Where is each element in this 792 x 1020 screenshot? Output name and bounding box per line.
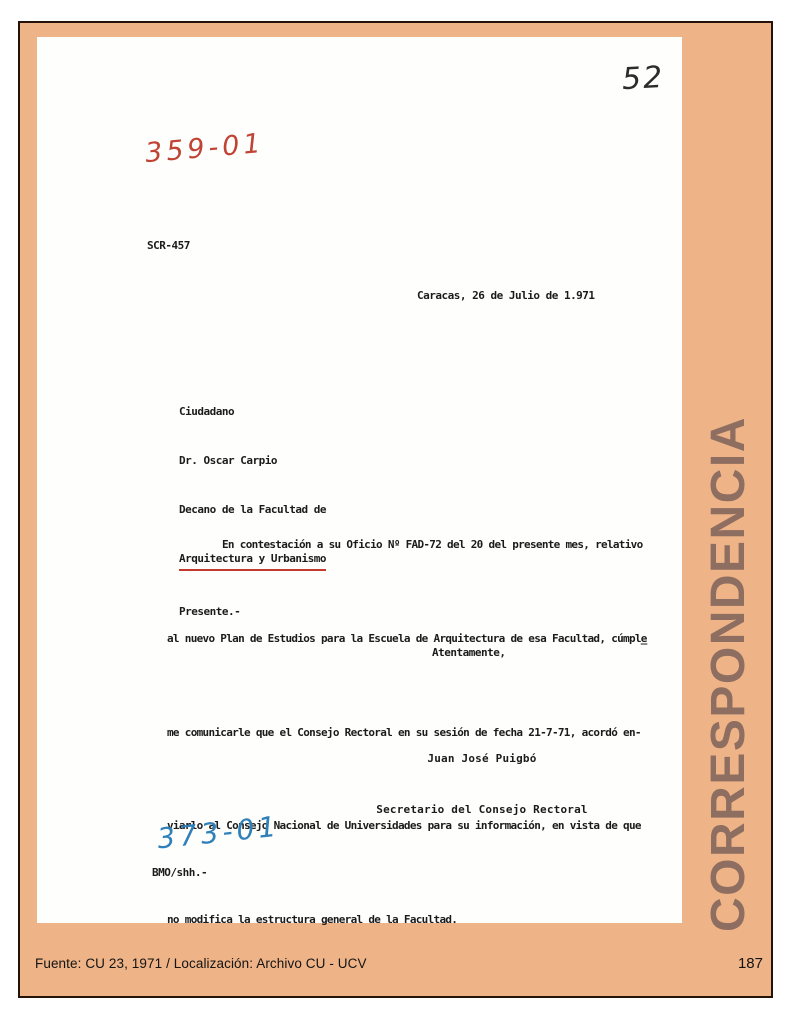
recipient-title: Decano de la Facultad de bbox=[179, 503, 326, 517]
body-line: al nuevo Plan de Estudios para la Escuela de Arquitectura de esa Facultad, cúmple _ bbox=[167, 623, 657, 654]
handwritten-blue-archive-code: 373-01 bbox=[155, 809, 282, 856]
section-label-correspondencia: CORRESPONDENCIA bbox=[702, 416, 755, 932]
handwritten-folio-number: 52 bbox=[621, 59, 666, 98]
reference-number: SCR-457 bbox=[147, 239, 190, 252]
signature-block bbox=[337, 716, 627, 852]
dateline: Caracas, 26 de Julio de 1.971 bbox=[417, 289, 595, 302]
orange-board bbox=[18, 21, 773, 998]
signer-name: Juan José Puigbó bbox=[427, 752, 537, 765]
recipient-name: Dr. Oscar Carpio bbox=[179, 454, 277, 468]
body-line: no modifica la estructura general de la Facultad. bbox=[167, 912, 458, 926]
recipient-faculty-underlined: Arquitectura y Urbanismo bbox=[179, 551, 326, 570]
page-number: 187 bbox=[737, 955, 763, 972]
closing-salutation: Atentamente, bbox=[432, 646, 506, 659]
typist-initials: BMO/shh.- bbox=[152, 866, 208, 879]
source-caption: Fuente: CU 23, 1971 / Localización: Archivo CU - UCV bbox=[35, 956, 367, 971]
signer-title: Secretario del Consejo Rectoral bbox=[376, 803, 588, 816]
body-line: me comunicarle que el Consejo Rectoral en su sesión de fecha 21-7-71, acordó en- bbox=[167, 725, 641, 739]
body-line: En contestación a su Oficio Nº FAD-72 del 20 del presente mes, relativo bbox=[222, 538, 643, 552]
body-line: viarlo al Consejo Nacional de Universidades para su información, en vista de que bbox=[167, 819, 641, 833]
handwritten-red-archive-code: 359-01 bbox=[143, 127, 266, 170]
recipient-line: Ciudadano bbox=[179, 404, 235, 418]
recipient-presente: Presente.- bbox=[179, 604, 241, 618]
letter-document bbox=[37, 37, 682, 926]
